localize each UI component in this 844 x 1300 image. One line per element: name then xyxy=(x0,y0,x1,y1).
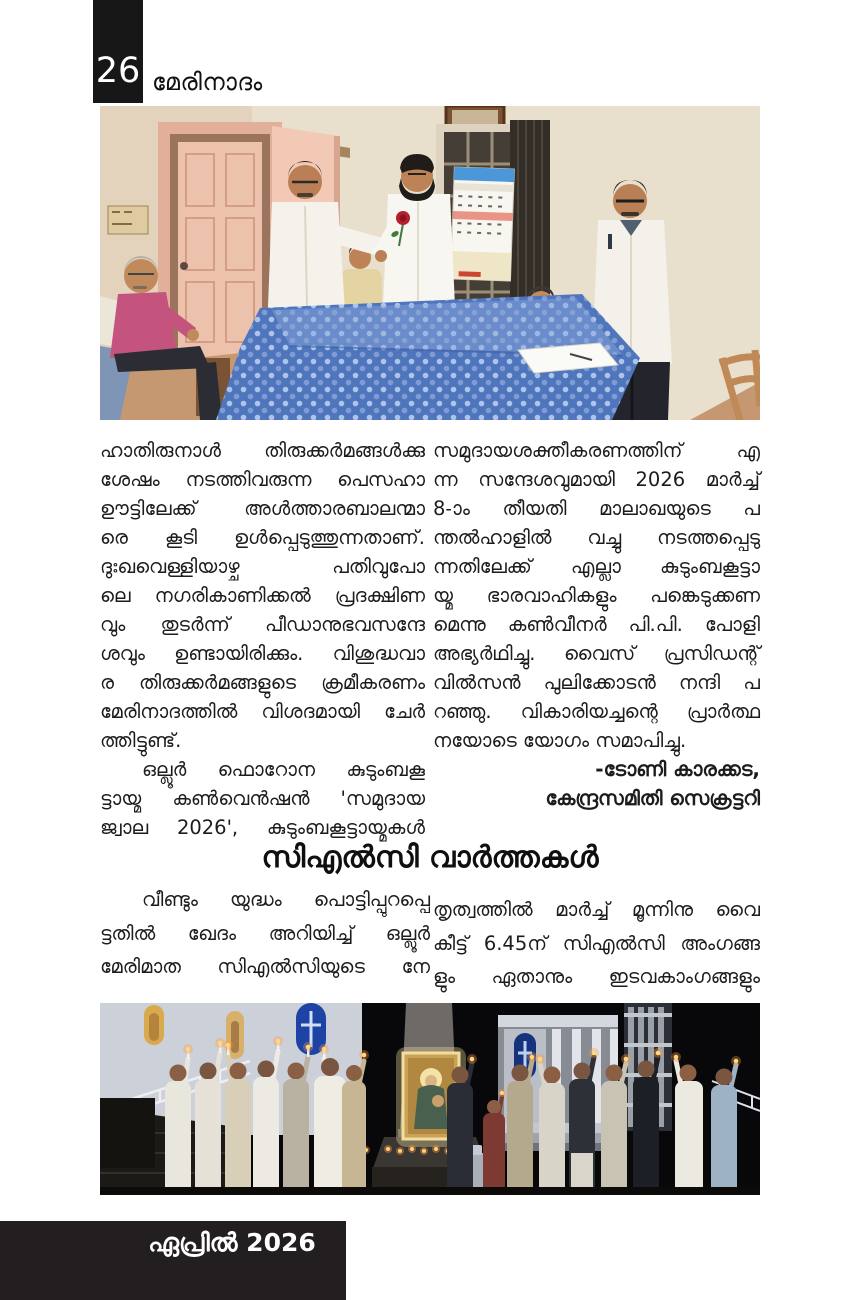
text-line: ലെ നഗരികാണിക്കൽ പ്രദക്ഷിണ xyxy=(100,584,425,607)
text-line: അഭ്യർഥിച്ചു. വൈസ് പ്രസിഡന്റ് xyxy=(433,642,760,665)
page-number: 26 xyxy=(95,51,141,91)
text-line: ളും ഏതാനും ഇടവകാംഗങ്ങളും xyxy=(433,965,760,988)
wall-calendar xyxy=(450,167,514,281)
section-heading: സിഎൽസി വാർത്തകൾ xyxy=(261,840,599,875)
text-line: ര തിരുക്കർമങ്ങളുടെ ക്രമീകരണം xyxy=(100,671,425,694)
text-line: ഊട്ടിലേക്ക് അൾത്താരബാലന്മാ xyxy=(100,497,425,520)
table-blue-cloth xyxy=(216,294,640,420)
text-line: ത്തിട്ടുണ്ട്. xyxy=(100,729,182,752)
text-line: വും തുടർന്ന് പീഡാനുഭവസന്ദേ xyxy=(100,613,425,636)
footer-issue-label: ഏപ്രിൽ 2026 xyxy=(148,1228,316,1257)
text-line: മേരിനാദത്തിൽ വിശദമായി ചേർ xyxy=(100,700,425,723)
text-line: യ്മ ഭാരവാഹികളും പങ്കെടുക്കണ xyxy=(433,584,760,607)
text-line: ജ്വാല 2026', കുടുംബകൂട്ടായ്മകൾ xyxy=(100,816,425,839)
text-line: ന്തൽഹാളിൽ വച്ചു നടത്തപ്പെടു xyxy=(433,526,760,549)
text-line: വീണ്ടും യുദ്ധം പൊട്ടിപ്പുറപ്പെ xyxy=(142,888,430,911)
article-column-right xyxy=(433,437,760,814)
text-line: കേന്ദ്രസമിതി സെക്രട്ടറി xyxy=(545,786,760,810)
text-line: റഞ്ഞു. വികാരിയച്ചന്റെ പ്രാർത്ഥ xyxy=(433,700,760,723)
text-line: ദുഃഖവെള്ളിയാഴ്ച പതിവുപോ xyxy=(100,555,425,578)
text-line: ഒല്ലൂർ ഫൊറോന കുടുംബകൂ xyxy=(142,758,425,781)
text-line: നയോടെ യോഗം സമാപിച്ചു. xyxy=(433,729,687,752)
article-column-left xyxy=(100,437,425,843)
candlelight-photo-illustration xyxy=(100,1003,760,1195)
footer-bar xyxy=(0,1221,346,1300)
candlelight-photo xyxy=(100,1003,760,1195)
meeting-photo xyxy=(100,106,760,420)
meeting-photo-illustration xyxy=(100,106,760,420)
text-line: ട്ടതിൽ ഖേദം അറിയിച്ച് ഒല്ലൂർ xyxy=(100,921,430,945)
text-line: കീട്ട് 6.45ന് സിഎൽസി അംഗങ്ങ xyxy=(433,931,760,955)
text-line: വിൽസൻ പുലിക്കോടൻ നന്ദി പ xyxy=(433,671,760,694)
text-line: ശേഷം നടത്തിവരുന്ന പെസഹാ xyxy=(100,468,425,491)
text-line: ശവും ഉണ്ടായിരിക്കും. വിശുദ്ധവാ xyxy=(100,642,425,665)
text-line: രെ കൂടി ഉൾപ്പെടുത്തുന്നതാണ്. xyxy=(100,526,425,549)
text-line: ന്ന സന്ദേശവുമായി 2026 മാർച്ച് xyxy=(433,468,760,491)
text-line: മെന്നു കൺവീനർ പി.പി. പോളി xyxy=(433,613,760,636)
text-line: സമുദായശക്തീകരണത്തിന് എ xyxy=(433,439,760,462)
clc-column-left xyxy=(100,884,430,985)
text-line: മേരിമാത സിഎൽസിയുടെ നേ xyxy=(100,955,430,978)
page-number-tab xyxy=(93,0,143,103)
wall-hanging xyxy=(108,206,148,234)
text-line: ട്ടായ്മ കൺവെൻഷൻ 'സമുദായ xyxy=(100,787,425,810)
clc-column-right xyxy=(433,894,760,995)
text-line: ഹാതിരുനാൾ തിരുക്കർമങ്ങൾക്കു xyxy=(100,439,425,462)
text-line: -ടോണി കാരക്കട, xyxy=(595,757,760,781)
text-line: 8-ാം തീയതി മാലാഖയുടെ പ xyxy=(433,497,760,520)
text-line: ന്നതിലേക്ക് എല്ലാ കുടുംബകൂട്ടാ xyxy=(433,555,760,578)
masthead-title: മേരിനാദം xyxy=(152,68,263,96)
text-line: തൃത്വത്തിൽ മാർച്ച് മൂന്നിനു വൈ xyxy=(433,898,760,921)
